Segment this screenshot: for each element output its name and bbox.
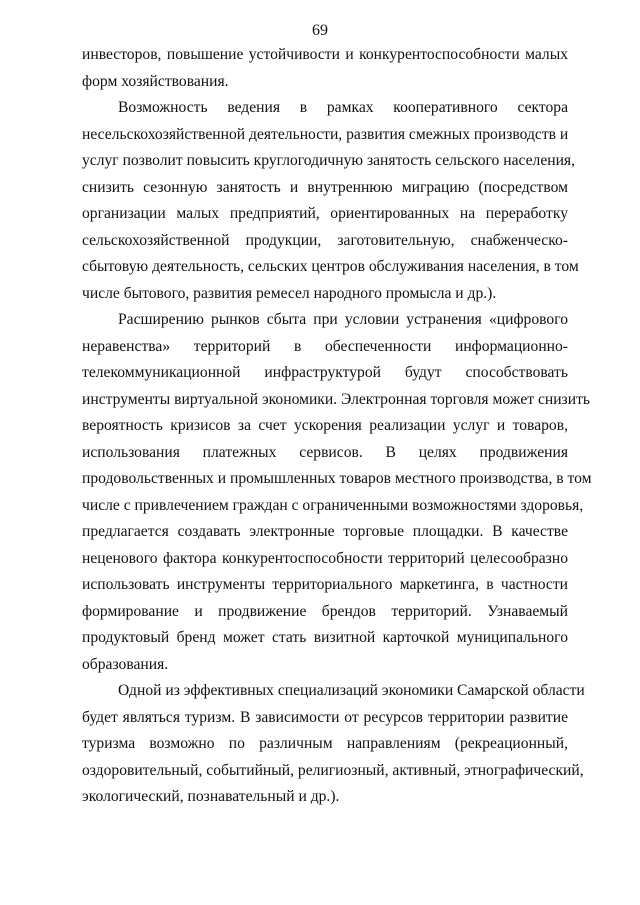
text-line: инвесторов, повышение устойчивости и конкурентоспособности малых xyxy=(82,46,568,63)
text-line: сбытовую деятельность, сельских центров обслуживания населения, в том xyxy=(82,258,579,275)
text-line: использовать инструменты территориального маркетинга, в частности xyxy=(82,576,568,593)
text-line: вероятность кризисов за счет ускорения реализации услуг и товаров, xyxy=(82,417,568,434)
text-line: телекоммуникационной инфраструктурой будут способствовать xyxy=(82,364,568,381)
text-line: числе с привлечением граждан с ограниченными возможностями здоровья, xyxy=(82,496,584,514)
text-line: инструменты виртуальной экономики. Электронная торговля может снизить xyxy=(82,390,590,408)
paragraph xyxy=(82,95,579,307)
text-line: туризма возможно по различным направлениям (рекреационный, xyxy=(82,735,568,752)
text-line: снизить сезонную занятость и внутреннюю миграцию (посредством xyxy=(82,178,568,196)
page-body xyxy=(82,42,592,811)
page-number: 69 xyxy=(312,22,328,39)
text-line: несельскохозяйственной деятельности, развития смежных производств и xyxy=(82,125,569,143)
text-line: неценового фактора конкурентоспособности территорий целесообразно xyxy=(82,549,568,567)
text-line: образования. xyxy=(82,655,169,673)
text-line: неравенства» территорий в обеспеченности информационно- xyxy=(82,337,568,355)
text-line: Одной из эффективных специализаций экономики Самарской области xyxy=(118,682,585,699)
paragraph xyxy=(82,678,585,811)
paragraph xyxy=(82,307,592,678)
text-line: формирование и продвижение брендов территорий. Узнаваемый xyxy=(82,602,568,620)
text-line: будет являться туризм. В зависимости от ресурсов территории развитие xyxy=(82,708,568,726)
text-line: Возможность ведения в рамках кооперативного сектора xyxy=(118,99,568,116)
text-line: форм хозяйствования. xyxy=(82,72,229,90)
text-line: числе бытового, развития ремесел народного промысла и др.). xyxy=(82,284,497,302)
text-line: Расширению рынков сбыта при условии устранения «цифрового xyxy=(118,311,568,328)
text-line: продуктовый бренд может стать визитной карточкой муниципального xyxy=(82,629,568,646)
text-line: продовольственных и промышленных товаров местного производства, в том xyxy=(82,470,592,487)
text-line: использования платежных сервисов. В целях продвижения xyxy=(82,443,568,461)
text-line: экологический, познавательный и др.). xyxy=(82,788,340,805)
text-line: услуг позволит повысить круглогодичную занятость сельского населения, xyxy=(82,152,575,169)
paragraph xyxy=(82,42,568,95)
text-line: предлагается создавать электронные торговые площадки. В качестве xyxy=(82,523,568,540)
text-line: оздоровительный, событийный, религиозный, активный, этнографический, xyxy=(82,761,584,779)
text-line: организации малых предприятий, ориентированных на переработку xyxy=(82,205,568,222)
text-line: сельскохозяйственной продукции, заготовительную, снабженческо- xyxy=(82,231,568,249)
